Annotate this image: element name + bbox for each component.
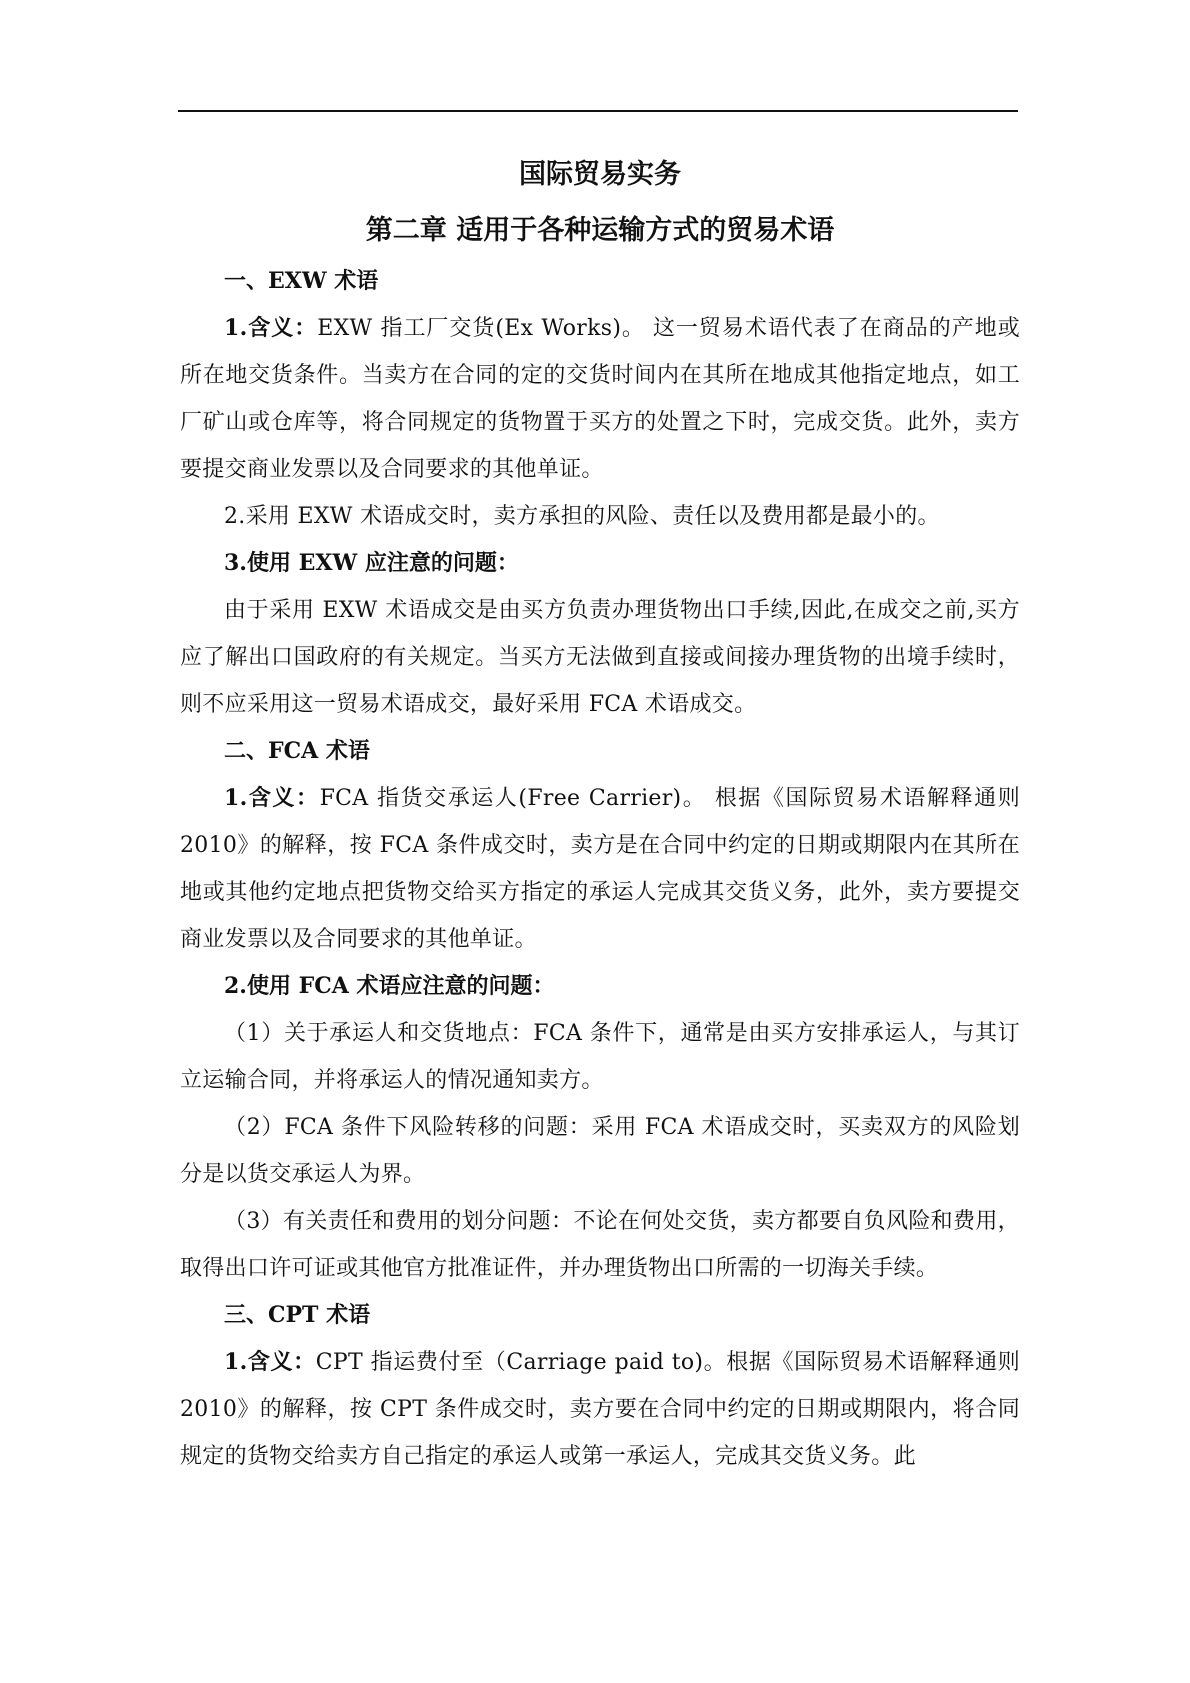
section-heading-fca: 二、FCA 术语 xyxy=(224,738,370,764)
exw-notes-text: 由于采用 EXW 术语成交是由买方负责办理货物出口手续,因此,在成交之前,买方应了解出口国政府的有关规定。当买方无法做到直接或间接办理货物的出境手续时，则不应采用这一贸易术语成交，最好采用 FCA 术语成交。 xyxy=(180,598,1020,717)
fca-definition-label: 1.含义： xyxy=(224,785,320,811)
fca-note-item-1: （1）关于承运人和交货地点：FCA 条件下，通常是由买方安排承运人，与其订立运输合同，并将承运人的情况通知卖方。 xyxy=(180,1021,1020,1093)
section-heading-cpt: 三、CPT 术语 xyxy=(224,1302,371,1328)
document-title: 国际贸易实务 xyxy=(519,159,681,190)
exw-point-2: 2.采用 EXW 术语成交时，卖方承担的风险、责任以及费用都是最小的。 xyxy=(224,504,940,529)
fca-notes-heading: 2.使用 FCA 术语应注意的问题： xyxy=(224,973,555,999)
fca-definition-text: FCA 指货交承运人(Free Carrier)。 根据《国际贸易术语解释通则 2010》的解释，按 FCA 条件成交时，卖方是在合同中约定的日期或期限内在其所在地或其他约定地点把货物交给买方指定的承运人完成其交货义务，此外，卖方要提交商业发票以及合同要求的其他单证。 xyxy=(180,786,1020,952)
exw-notes-heading: 3.使用 EXW 应注意的问题： xyxy=(224,550,519,576)
header-rule xyxy=(178,110,1018,112)
exw-definition-paragraph xyxy=(180,305,1020,493)
section-heading-exw: 一、EXW 术语 xyxy=(224,268,379,294)
exw-definition-label: 1.含义： xyxy=(224,315,318,341)
cpt-definition-label: 1.含义： xyxy=(224,1349,316,1375)
document-page xyxy=(180,150,1020,1480)
chapter-title: 第二章 适用于各种运输方式的贸易术语 xyxy=(365,215,835,246)
fca-definition-paragraph xyxy=(180,775,1020,963)
cpt-definition-text: CPT 指运费付至（Carriage paid to)。根据《国际贸易术语解释通则 2010》的解释，按 CPT 条件成交时，卖方要在合同中约定的日期或期限内，将合同规定的货物交给卖方自己指定的承运人或第一承运人，完成其交货义务。此 xyxy=(180,1350,1020,1469)
fca-note-item-3: （3）有关责任和费用的划分问题：不论在何处交货，卖方都要自负风险和费用，取得出口许可证或其他官方批准证件，并办理货物出口所需的一切海关手续。 xyxy=(180,1209,1020,1281)
cpt-definition-paragraph xyxy=(180,1339,1020,1480)
fca-note-item-2: （2）FCA 条件下风险转移的问题：采用 FCA 术语成交时，买卖双方的风险划分是以货交承运人为界。 xyxy=(180,1115,1020,1187)
exw-definition-text: EXW 指工厂交货(Ex Works)。 这一贸易术语代表了在商品的产地或所在地交货条件。当卖方在合同的定的交货时间内在其所在地成其他指定地点，如工厂矿山或仓库等，将合同规定的货物置于买方的处置之下时，完成交货。此外，卖方要提交商业发票以及合同要求的其他单证。 xyxy=(180,316,1020,482)
